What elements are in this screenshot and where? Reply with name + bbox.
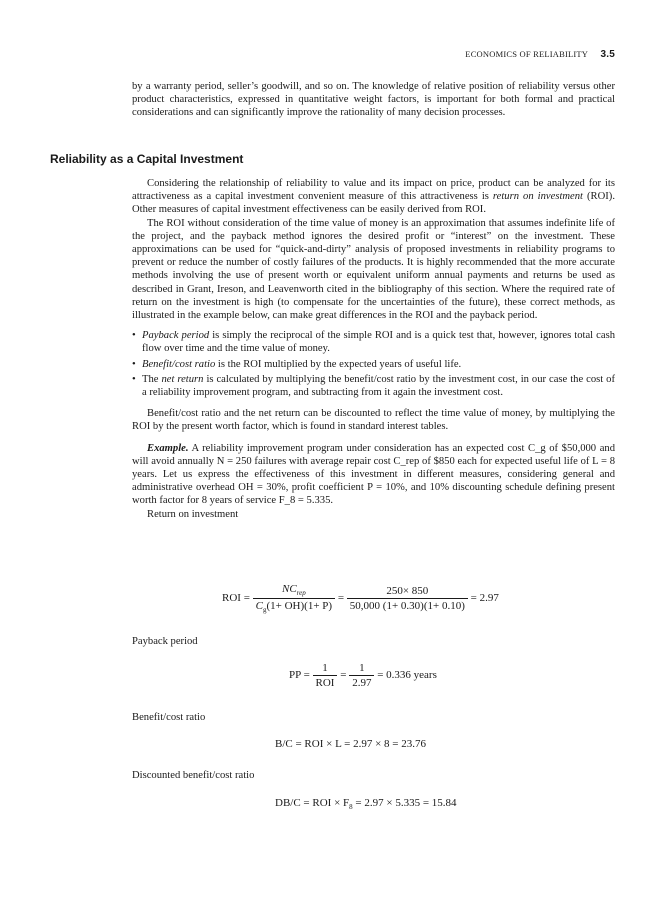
bullet-list <box>132 329 615 399</box>
example-paragraph: Example. A reliability improvement program under consideration has an expected cost C_g of $50,000 and will avoid annually N = 250 failures with average repair cost C_rep of $850 each for expected useful life of L = 8 years. Let us express the effectiveness of this investment in different measures, considering general and administrative overhead OH = 30%, profit coefficient P = 10%, and 10% discounting schedule defining present worth factor for 8 years of service F_8 = 5.335. <box>132 442 615 507</box>
dbc-equation: DB/C = ROI × $F_8 = 2.97 \times 5.335 = 15.84$ <box>275 797 457 812</box>
paragraph-3: Benefit/cost ratio and the net return can be discounted to reflect the time value of money, by multiplying the ROI by the present worth factor, which is found in standard interest tables. <box>132 408 615 433</box>
paragraph-1: Considering the relationship of reliability to value and its impact on price, product can be analyzed for its attractiveness as a capital investment convenient measure of this attractiveness is return on investment (ROI). Other measures of capital investment effectiveness can be easily derived from ROI. <box>132 178 615 216</box>
bc-equation: B/C = ROI × L = 2.97 × 8 = 23.76 <box>275 738 427 750</box>
running-title: ECONOMICS OF RELIABILITY <box>465 49 589 59</box>
roi-equation: ROI = $\frac{NC_{rep}}{C_g(1+ OH)(1+ P)}$ = $\frac{250\times 850}{50,000 (1+ 0.30)(1+ 0.10)}$ = 2.97 <box>222 583 499 615</box>
section-body <box>132 177 615 521</box>
bullet-item: • Payback period is simply the reciprocal of the simple ROI and is a quick test that, however, ignores total cash flow over time and the time value of money. <box>132 330 615 355</box>
page-number: 3.5 <box>600 49 615 60</box>
bullet-item: • The net return is calculated by multiplying the benefit/cost ratio by the investment cost, in our case the cost of a reliability improvement program, and subtracting from it again the investment cost. <box>132 373 615 399</box>
bullet-item: • Benefit/cost ratio is the ROI multiplied by the expected years of useful life. <box>132 358 462 370</box>
payback-label: Payback period <box>132 636 198 647</box>
intro-paragraph: by a warranty period, seller’s goodwill, and so on. The knowledge of relative position of reliability versus other product characteristics, expressed in quantitative weight factors, is important for both formal and practical considerations and can significantly improve the rationality of many decision processes. <box>132 81 615 119</box>
section-heading: Reliability as a Capital Investment <box>50 152 244 166</box>
running-header <box>465 49 615 60</box>
bc-label: Benefit/cost ratio <box>132 712 206 723</box>
intro-paragraph-block <box>132 80 615 120</box>
dbc-label: Discounted benefit/cost ratio <box>132 770 255 781</box>
payback-equation: PP = $\frac{1}{\text{ROI}}$ = $\frac{1}{2.97}$ = 0.336 years <box>289 662 437 689</box>
paragraph-2: The ROI without consideration of the time value of money is an approximation that assumes indefinite life of the project, and the payback method ignores the desired profit or “interest” on the investment. These approximations can be used for “quick-and-dirty” analysis of proposed investments in reliability programs to prevent or reduce the number of costly failures of the products. It is highly recommended that the more accurate methods involving the use of present worth or equivalent uniform annual payments and returns be used as described in Grant, Ireson, and Leavenworth cited in the bibliography of this section. Where the required rate of return on the investment is high (to compensate for the uncertainties of the future), these correct methods, as illustrated in the example below, can make great differences in the ROI and the payback period. <box>132 217 615 322</box>
roi-label: Return on investment <box>147 508 239 520</box>
